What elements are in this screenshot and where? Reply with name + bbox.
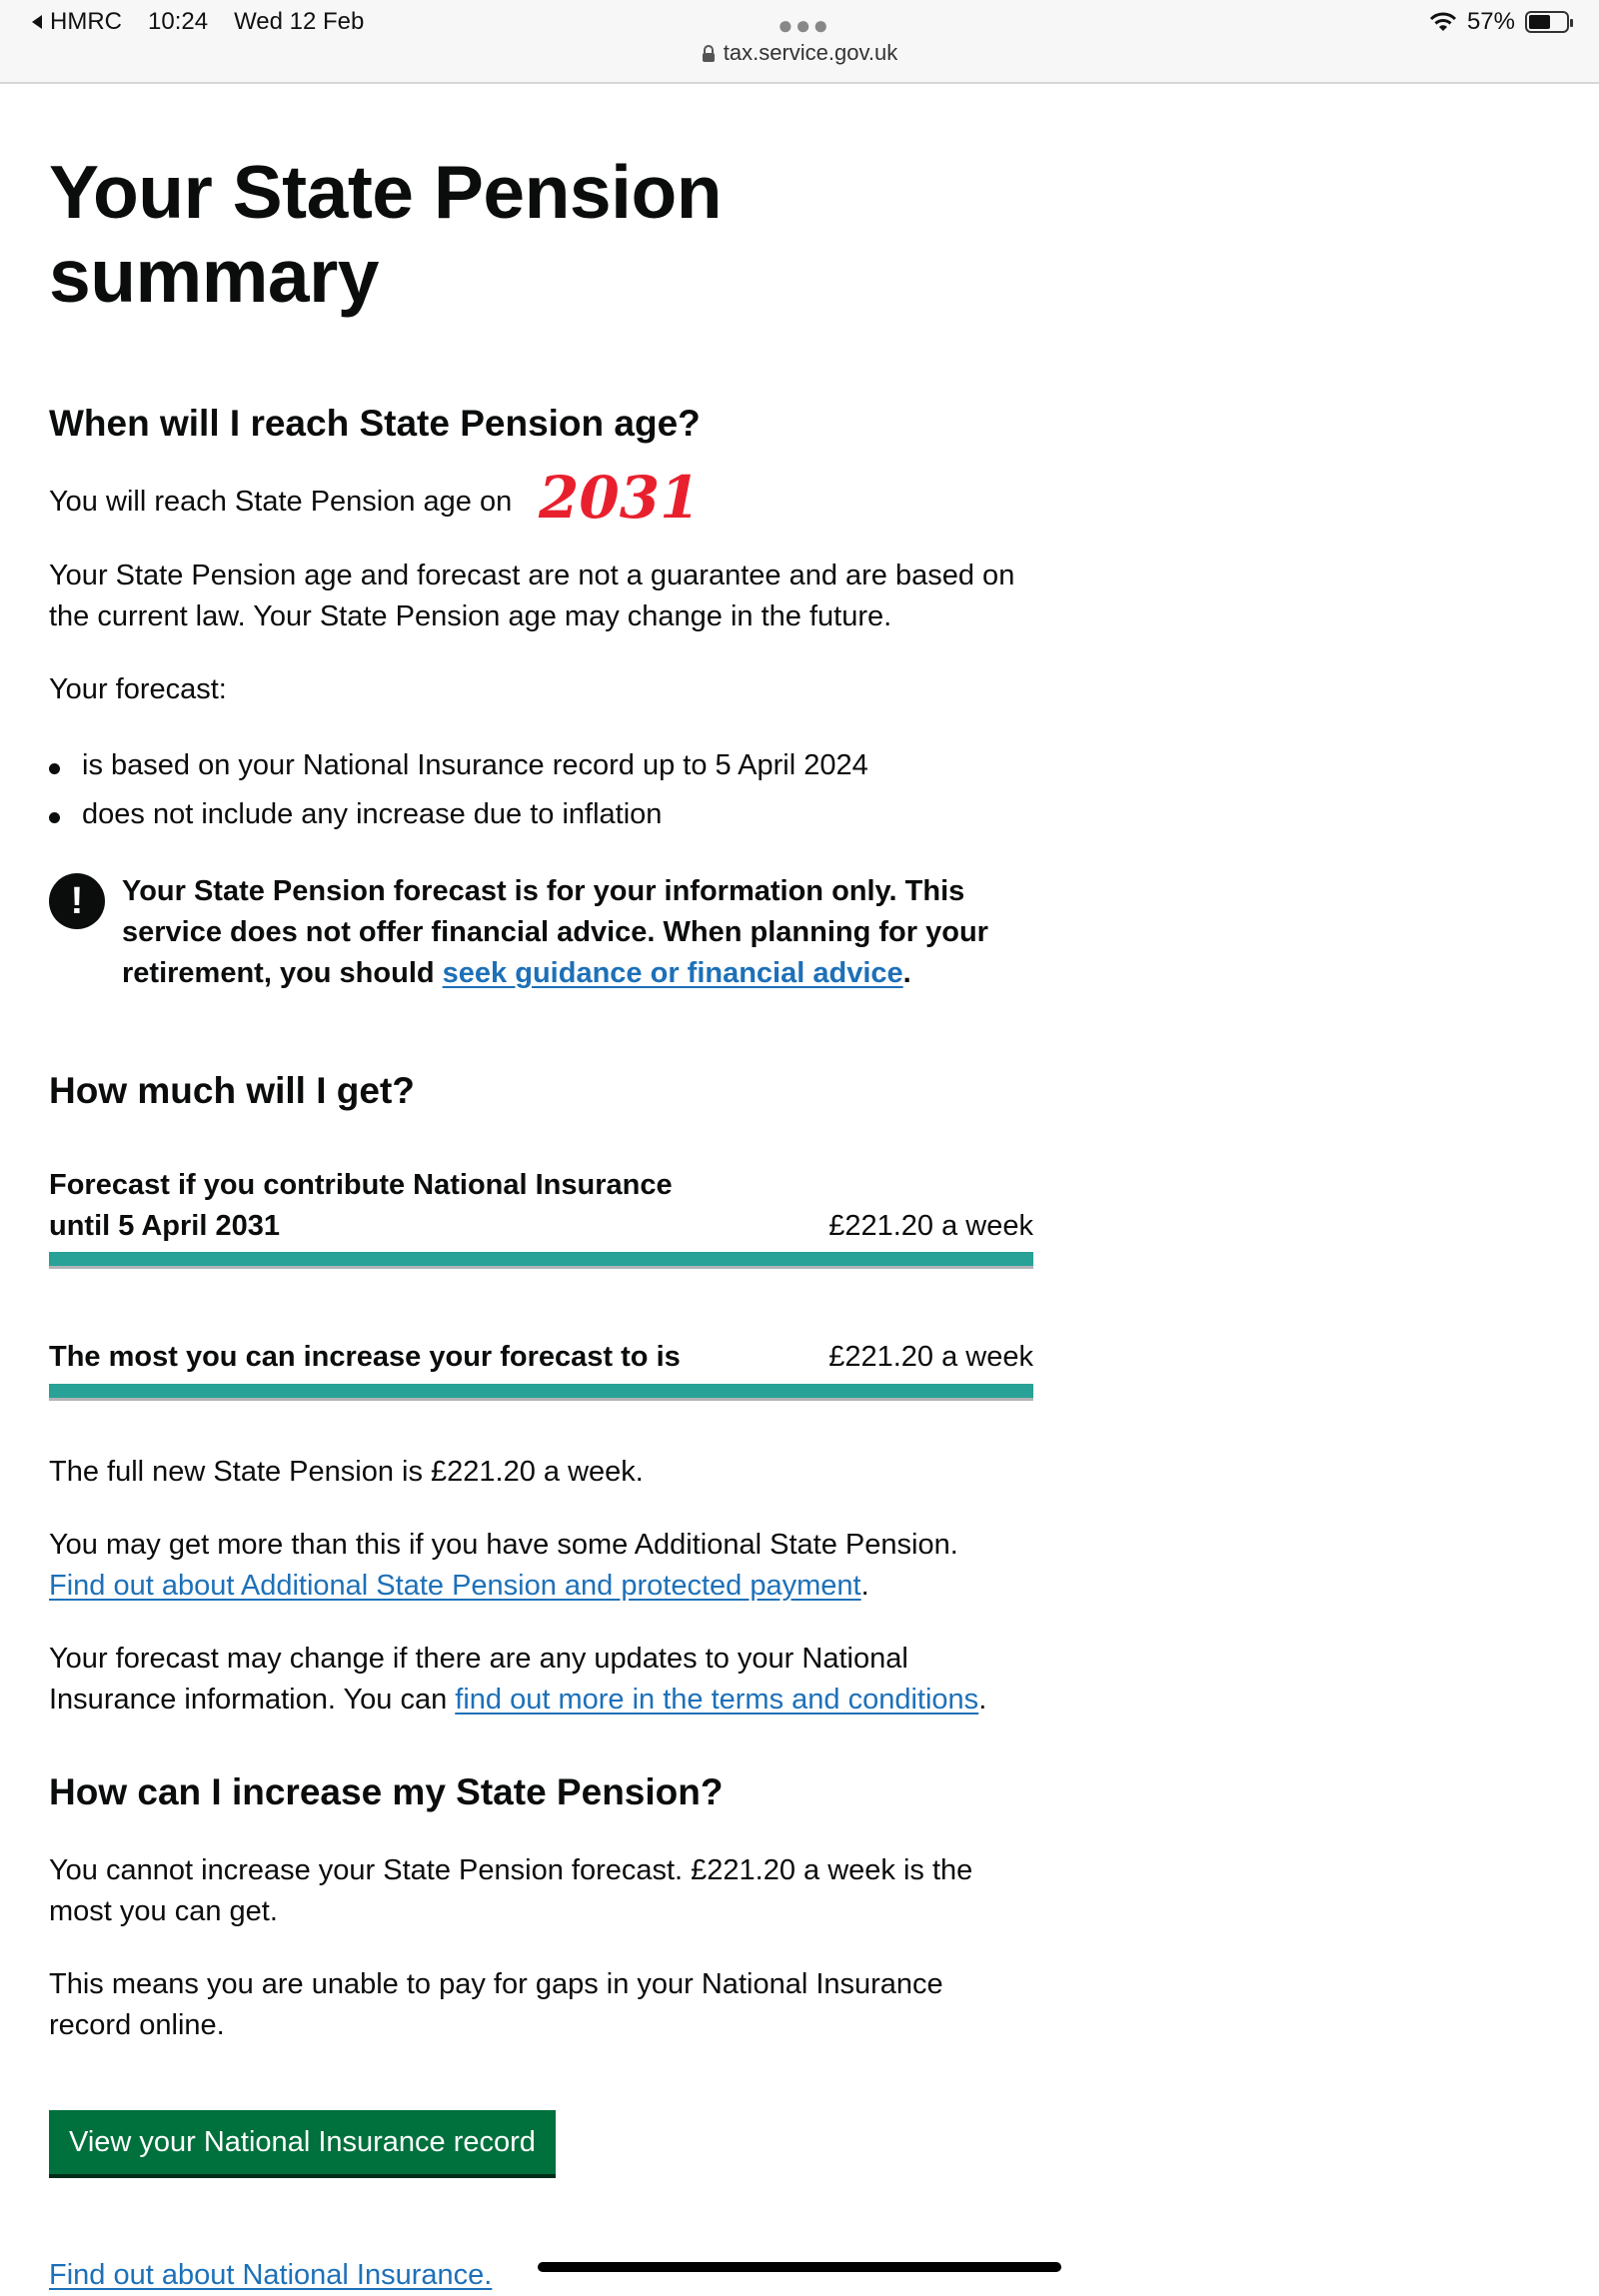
max-forecast-label: The most you can increase your forecast to is [49,1341,681,1373]
terms-and-conditions-link[interactable]: find out more in the terms and conditions [455,1684,979,1716]
heading-how-much: How much will I get? [49,1070,415,1111]
forecast-bullet-list [49,741,868,839]
forecast-value: £221.20 a week [828,1210,1033,1242]
additional-pension-text [49,1525,1038,1607]
battery-icon [1525,11,1569,33]
heading-increase-pension: How can I increase my State Pension? [49,1771,724,1812]
full-pension-text: The full new State Pension is £221.20 a week. [49,1456,644,1488]
list-item: is based on your National Insurance record up to 5 April 2024 [49,741,868,790]
back-app-label: HMRC [50,8,122,35]
change-period: . [978,1684,987,1716]
warning-exclamation-icon: ! [49,873,105,929]
gaps-text: This means you are unable to pay for gaps in your National Insurance record online. [49,1968,943,2041]
additional-pension-link[interactable]: Find out about Additional State Pension and protected payment [49,1570,861,1602]
battery-percent: 57% [1466,8,1515,35]
heading-state-pension-age: When will I reach State Pension age? [49,403,701,444]
page-title: Your State Pension summary [49,150,723,318]
forecast-row [49,1165,1033,1265]
forecast-change-text [49,1639,1038,1721]
address-bar[interactable] [0,40,1599,66]
warning-text [122,871,1021,994]
status-right [1429,8,1569,36]
lock-icon [702,45,716,63]
forecast-intro: Your forecast: [49,673,227,705]
home-indicator[interactable] [538,2262,1061,2272]
max-forecast-value: £221.20 a week [828,1341,1033,1373]
additional-period: . [860,1570,869,1602]
list-item: does not include any increase due to inflation [49,790,868,839]
wifi-icon [1429,11,1457,33]
seek-guidance-link[interactable]: seek guidance or financial advice [442,957,903,989]
back-triangle-icon [30,14,44,30]
find-out-national-insurance-link[interactable]: Find out about National Insurance. [49,2259,493,2291]
max-forecast-row [49,1337,1033,1407]
change-text: Your forecast may change if there are any updates to your National Insurance information. You can [49,1643,908,1716]
warning-body: Your State Pension forecast is for your information only. This service does not offer financial advice. When planning for your retirement, you should [122,875,988,989]
handwritten-year-annotation [539,464,701,532]
status-time: 10:24 [148,8,209,35]
back-to-app-button[interactable] [30,8,122,36]
url-text: tax.service.gov.uk [723,40,898,65]
forecast-label: Forecast if you contribute National Insurance until 5 April 2031 [49,1169,673,1242]
additional-text: You may get more than this if you have some Additional State Pension. [49,1529,958,1561]
reach-age-text: You will reach State Pension age on [49,486,513,518]
max-forecast-bar [49,1384,1033,1401]
warning-period: . [902,957,911,989]
guarantee-text: Your State Pension age and forecast are not a guarantee and are based on the current law. Your State Pension age may change in the future. [49,560,1015,632]
handwritten-year: 2031 [539,464,701,532]
cannot-increase-text: You cannot increase your State Pension forecast. £221.20 a week is the most you can get. [49,1854,973,1927]
multitasking-dots-icon[interactable]: ●●● [778,10,831,40]
view-ni-record-button[interactable]: View your National Insurance record [49,2110,556,2174]
forecast-bar [49,1252,1033,1269]
browser-status-bar [0,0,1599,84]
status-date: Wed 12 Feb [234,8,365,35]
status-left [30,8,364,36]
